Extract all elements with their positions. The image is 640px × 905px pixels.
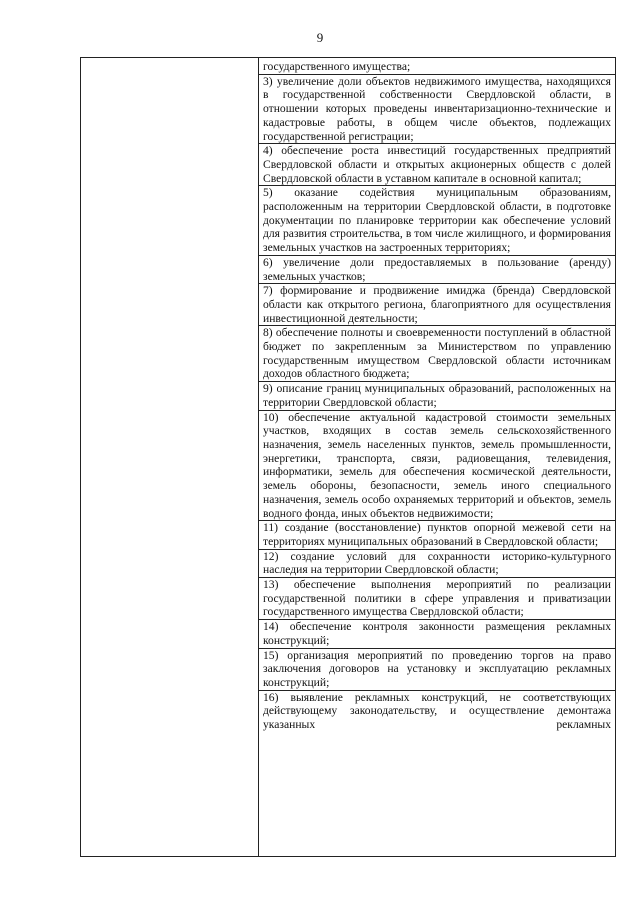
page-number: 9 bbox=[316, 30, 324, 45]
goals-list bbox=[259, 58, 615, 732]
list-item: 11) создание (восстановление) пунктов опорной межевой сети на территориях муниципальных образований в Свердловской области; bbox=[259, 520, 615, 548]
list-item: 8) обеспечение полноты и своевременности поступлений в областной бюджет по закрепленным за Министерством по управлению государственным имуществом Свердловской области источникам доходов областного бюджета; bbox=[259, 325, 615, 381]
table-left-column bbox=[81, 58, 259, 856]
list-item: 4) обеспечение роста инвестиций государственных предприятий Свердловской области и открытых акционерных обществ с долей Свердловской области в уставном капитале в основной капитал; bbox=[259, 143, 615, 185]
list-item: 9) описание границ муниципальных образований, расположенных на территории Свердловской области; bbox=[259, 381, 615, 409]
list-item: 3) увеличение доли объектов недвижимого имущества, находящихся в государственной собственности Свердловской области, в отношении которых проведены инвентаризационно-технические и кадастровые работы, в общем числе объектов, подлежащих государственной регистрации; bbox=[259, 74, 615, 144]
list-item: 14) обеспечение контроля законности размещения рекламных конструкций; bbox=[259, 619, 615, 647]
list-item: 16) выявление рекламных конструкций, не соответствующих действующему законодательству, и осуществление демонтажа указанных рекламных bbox=[259, 690, 615, 732]
list-item: государственного имущества; bbox=[263, 60, 411, 73]
list-item: 13) обеспечение выполнения мероприятий по реализации государственной политики в сфере управления и приватизации государственного имущества Свердловской области; bbox=[259, 577, 615, 619]
list-item: 15) организация мероприятий по проведению торгов на право заключения договоров на установку и эксплуатацию рекламных конструкций; bbox=[259, 648, 615, 690]
list-item: 7) формирование и продвижение имиджа (бренда) Свердловской области как открытого региона, благоприятного для осуществления инвестиционной деятельности; bbox=[259, 283, 615, 325]
table-right-column bbox=[259, 58, 615, 856]
list-item: 5) оказание содействия муниципальным образованиям, расположенным на территории Свердловской области, в подготовке документации по планировке территории как обеспечение условий для развития строительства, в том числе жилищного, и формирования земельных участков на застроенных территориях; bbox=[259, 185, 615, 255]
list-item: 6) увеличение доли предоставляемых в пользование (аренду) земельных участков; bbox=[259, 255, 615, 283]
list-item: 10) обеспечение актуальной кадастровой стоимости земельных участков, входящих в состав земель сельскохозяйственного назначения, земель населенных пунктов, земель промышленности, энергетики, транспорта, связи, радиовещания, телевидения, информатики, земель для обеспечения космической деятельности, земель обороны, безопасности, земель иного специального назначения, земель особо охраняемых территорий и объектов, земель водного фонда, иных объектов недвижимости; bbox=[259, 410, 615, 521]
document-table bbox=[80, 57, 616, 857]
list-item: 12) создание условий для сохранности историко-культурного наследия на территории Свердловской области; bbox=[259, 549, 615, 577]
